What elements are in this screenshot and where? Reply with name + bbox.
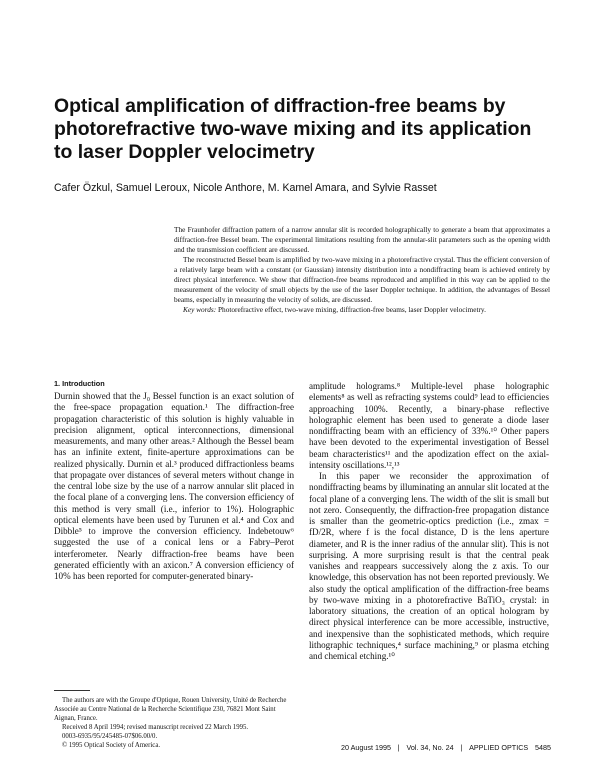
abstract-paragraph: The reconstructed Bessel beam is amplified by two-wave mixing in a photorefractive crystal. Thus the efficient conversion of a relatively large beam with a constant (or Gaussian) intensity distribution into a nondiffracting beam is achieved entirely by direct physical interference. We show that diffraction-free beams reproduced and amplified in this way can be applied to the measurement of the velocity of small objects by the use of the laser Doppler technique. In addition, the advantages of Bessel beams, especially in measuring the velocity of solids, are discussed.: [174, 254, 550, 304]
footer-date: 20 August 1995: [341, 743, 391, 752]
left-column: [54, 391, 294, 582]
section-number: 1.: [54, 379, 61, 388]
keywords: [174, 305, 550, 315]
right-column: [309, 381, 549, 662]
section-title: Introduction: [62, 379, 105, 388]
abstract-paragraph: The Fraunhofer diffraction pattern of a narrow annular slit is recorded holographically to generate a beam that approximates a diffraction-free Bessel beam. The experimental limitations resulting from the annular-slit parameters such as the opening width and the transmission coefficient are discussed.: [174, 225, 550, 254]
section-heading: [54, 379, 105, 388]
page-number: 5485: [534, 743, 551, 752]
footnotes: [54, 696, 294, 750]
page-footer: 20 August 1995 | Vol. 34, No. 24 | APPLIED OPTICS 5485: [341, 743, 551, 752]
footer-journal: APPLIED OPTICS: [469, 743, 529, 752]
body-paragraph: Durnin showed that the J₀ Bessel function is an exact solution of the free-space propagation equation.¹ The diffraction-free propagation characteristic of this solution is highly valuable in precision alignment, optical interconnections, dimensional measurements, and many other areas.² Although the Bessel beam has an infinite extent, finite-aperture approximations can be realized physically. Durnin et al.³ produced diffractionless beams that propagate over distances of several meters without change in the central lobe size by the use of a narrow annular slit placed in the focal plane of a converging lens. The conversion efficiency of this method is very small (i.e., inferior to 1%). Holographic optical elements have been used by Turunen et al.⁴ and Cox and Dibble⁵ to improve the conversion efficiency. Indebetouw⁶ suggested the use of a conical lens or a Fabry–Perot interferometer. Nearly diffraction-free beams have been generated efficiently with an axicon.⁷ A conversion efficiency of 10% has been reported for computer-generated binary-: [54, 391, 294, 581]
keywords-label: Key words:: [183, 304, 217, 314]
footnote-divider: [54, 690, 90, 691]
footer-volume: Vol. 34, No. 24: [406, 743, 454, 752]
body-paragraph: amplitude holograms.⁸ Multiple-level phase holographic elements⁸ as well as refracting systems could⁹ lead to efficiencies approaching 100%. Recently, a binary-phase reflective holographic element has been used to generate a diode laser nondiffracting beam with an efficiency of 33%.¹⁰ Other papers have been devoted to the experimental investigation of Bessel beam characteristics¹¹ and the apodization effect on the axial-intensity oscillations.¹²,¹³: [309, 381, 549, 470]
footnote-copyright: © 1995 Optical Society of America.: [62, 742, 161, 749]
body-paragraph: In this paper we reconsider the approximation of nondiffracting beams by illuminating an annular slit located at the focal plane of a converging lens. The width of the slit is small but not zero. Consequently, the diffraction-free propagation distance is smaller than the geometric-optics prediction (i.e., zmax = fD/2R, where f is the focal distance, D is the lens aperture diameter, and R is the inner radius of the annular slit). This is not surprising. A more surprising result is that the central peak vanishes and reappears successively along the z axis. To our knowledge, this observation has not been reported previously. We also study the optical amplification of the diffraction-free beams by two-wave mixing in a photorefractive BaTiO₃ crystal: in laboratory situations, the creation of an optical hologram by direct physical interference can be more accessible, instructive, and inexpensive than the sophisticated methods, which require lithographic techniques,⁴ surface machining,⁹ or plasma etching and chemical etching.¹⁰: [309, 471, 549, 661]
abstract: [174, 225, 550, 315]
footnote-affiliation: The authors are with the Groupe d'Optique, Rouen University, Unité de Recherche Associée au Centre National de la Recherche Scientifique 230, 76821 Mont Saint Aignan, France.: [54, 697, 287, 722]
footnote-code: 0003-6935/95/245485-07$06.00/0.: [62, 733, 158, 740]
author-list: Cafer Özkul, Samuel Leroux, Nicole Anthore, M. Kamel Amara, and Sylvie Rasset: [54, 182, 437, 194]
footnote-received: Received 8 April 1994; revised manuscript received 22 March 1995.: [62, 724, 249, 731]
paper-title: Optical amplification of diffraction-free beams by photorefractive two-wave mixing and its application to laser Doppler velocimetry: [54, 95, 532, 163]
keywords-text: Photorefractive effect, two-wave mixing, diffraction-free beams, laser Doppler velocimetry.: [218, 304, 486, 314]
